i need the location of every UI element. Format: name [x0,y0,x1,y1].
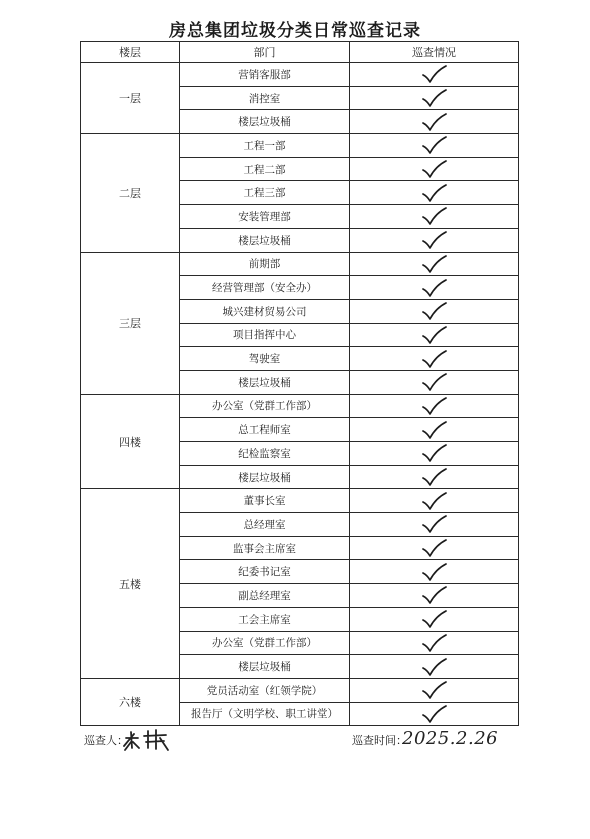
status-cell [350,276,519,300]
status-cell [350,347,519,371]
checkmark-icon [421,372,447,392]
dept-cell: 楼层垃圾桶 [180,655,350,679]
floor-cell: 四楼 [81,394,180,489]
checkmark-icon [421,301,447,321]
checkmark-icon [421,633,447,653]
floor-cell: 三层 [81,252,180,394]
inspector-signature [120,726,172,756]
table-row [81,252,519,276]
status-cell [350,181,519,205]
status-cell [350,607,519,631]
dept-cell: 城兴建材贸易公司 [180,299,350,323]
status-cell [350,678,519,702]
floor-cell: 五楼 [81,489,180,679]
dept-cell: 监事会主席室 [180,536,350,560]
dept-cell: 工程三部 [180,181,350,205]
header-floor: 楼层 [81,42,180,63]
dept-cell: 楼层垃圾桶 [180,110,350,134]
status-cell [350,513,519,537]
header-dept: 部门 [180,42,350,63]
status-cell [350,584,519,608]
dept-cell: 党员活动室（红领学院） [180,678,350,702]
checkmark-icon [421,514,447,534]
checkmark-icon [421,585,447,605]
dept-cell: 总经理室 [180,513,350,537]
dept-cell: 办公室（党群工作部） [180,394,350,418]
dept-cell: 楼层垃圾桶 [180,228,350,252]
dept-cell: 前期部 [180,252,350,276]
status-cell [350,252,519,276]
dept-cell: 营销客服部 [180,63,350,87]
inspection-time-label: 巡查时间： [352,734,407,747]
dept-cell: 工程一部 [180,134,350,158]
checkmark-icon [421,88,447,108]
status-cell [350,702,519,726]
checkmark-icon [421,491,447,511]
dept-cell: 工会主席室 [180,607,350,631]
dept-cell: 办公室（党群工作部） [180,631,350,655]
checkmark-icon [421,680,447,700]
checkmark-icon [421,562,447,582]
checkmark-icon [421,183,447,203]
inspector-label: 巡查人： [84,734,128,747]
table-header-row [81,42,519,63]
table-row [81,489,519,513]
dept-cell: 报告厅（文明学校、职工讲堂） [180,702,350,726]
checkmark-icon [421,206,447,226]
status-cell [350,465,519,489]
checkmark-icon [421,657,447,677]
status-cell [350,560,519,584]
status-cell [350,442,519,466]
table-row [81,678,519,702]
status-cell [350,323,519,347]
header-status: 巡查情况 [350,42,519,63]
status-cell [350,63,519,87]
dept-cell: 纪检监察室 [180,442,350,466]
status-cell [350,489,519,513]
status-cell [350,157,519,181]
status-cell [350,655,519,679]
checkmark-icon [421,443,447,463]
table-row [81,134,519,158]
floor-cell: 六楼 [81,678,180,725]
checkmark-icon [421,112,447,132]
page-title: 房总集团垃圾分类日常巡查记录 [169,21,421,41]
checkmark-icon [421,538,447,558]
floor-cell: 二层 [81,134,180,252]
dept-cell: 安装管理部 [180,205,350,229]
checkmark-icon [421,349,447,369]
checkmark-icon [421,64,447,84]
status-cell [350,205,519,229]
checkmark-icon [421,609,447,629]
dept-cell: 董事长室 [180,489,350,513]
checkmark-icon [421,135,447,155]
dept-cell: 经营管理部（安全办） [180,276,350,300]
checkmark-icon [421,254,447,274]
status-cell [350,110,519,134]
checkmark-icon [421,325,447,345]
dept-cell: 消控室 [180,86,350,110]
table-row [81,63,519,87]
status-cell [350,134,519,158]
dept-cell: 总工程师室 [180,418,350,442]
inspection-table [80,41,519,726]
inspection-date: 2025.2.26 [402,728,499,749]
status-cell [350,86,519,110]
dept-cell: 驾驶室 [180,347,350,371]
checkmark-icon [421,704,447,724]
checkmark-icon [421,467,447,487]
dept-cell: 副总经理室 [180,584,350,608]
checkmark-icon [421,420,447,440]
status-cell [350,394,519,418]
status-cell [350,631,519,655]
status-cell [350,536,519,560]
dept-cell: 楼层垃圾桶 [180,370,350,394]
floor-cell: 一层 [81,63,180,134]
status-cell [350,370,519,394]
dept-cell: 工程二部 [180,157,350,181]
checkmark-icon [421,159,447,179]
dept-cell: 纪委书记室 [180,560,350,584]
checkmark-icon [421,396,447,416]
status-cell [350,228,519,252]
dept-cell: 项目指挥中心 [180,323,350,347]
dept-cell: 楼层垃圾桶 [180,465,350,489]
status-cell [350,418,519,442]
checkmark-icon [421,230,447,250]
table-row [81,394,519,418]
status-cell [350,299,519,323]
checkmark-icon [421,278,447,298]
